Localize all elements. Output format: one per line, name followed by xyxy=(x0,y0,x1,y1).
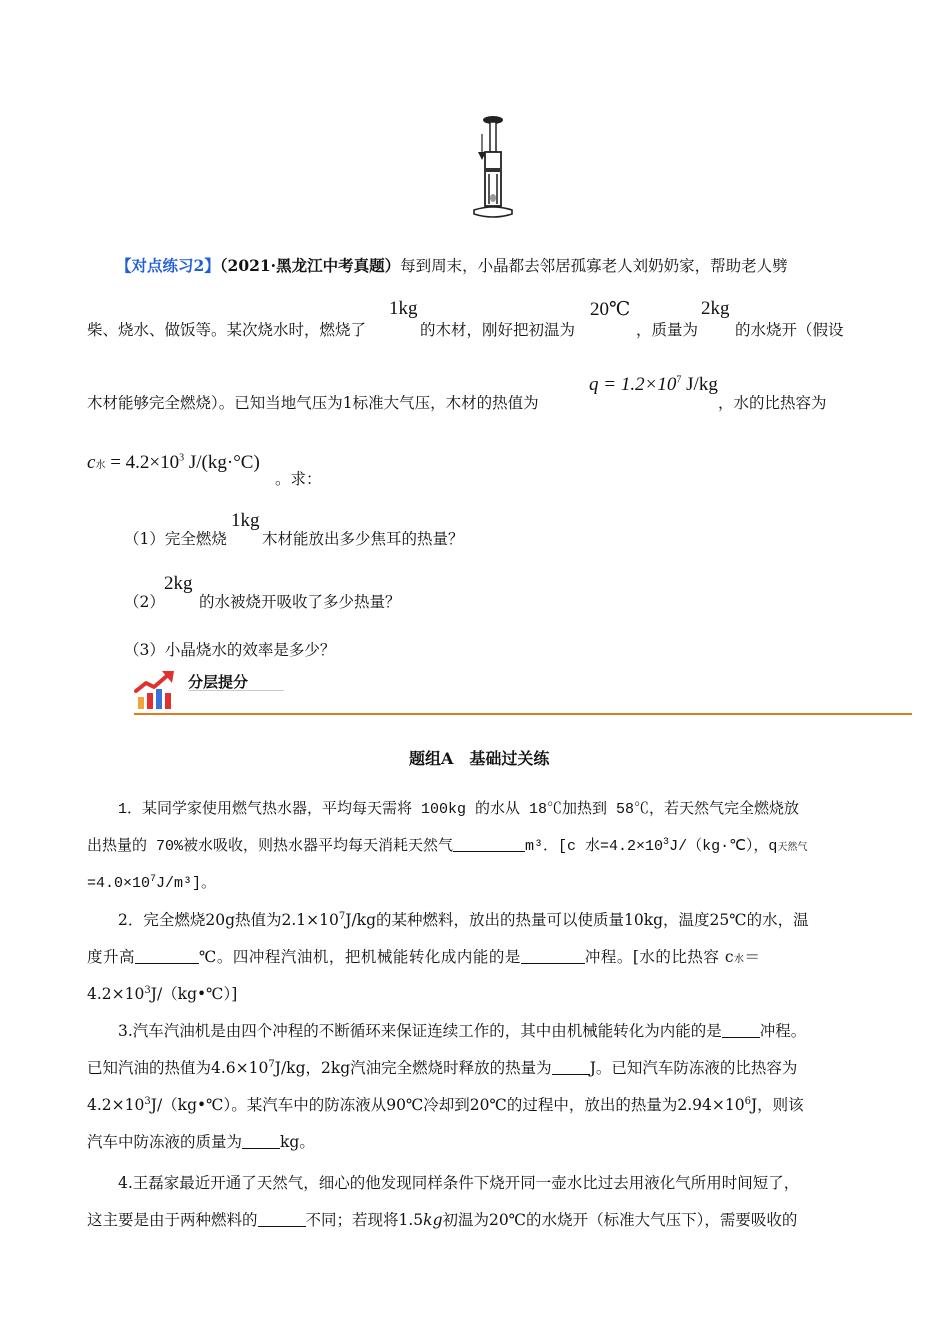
blank[interactable] xyxy=(552,1060,590,1075)
chart-up-icon xyxy=(134,669,178,711)
exercise-line-1: 【对点练习2】（2021·黑龙江中考真题）每到周末，小晶都去邻居孤寡老人刘奶奶家，帮助老人劈 xyxy=(116,256,788,275)
problem-4-line-1: 4.王磊家最近开通了天然气，细心的他发现同样条件下烧开同一壶水比过去用液化气所用时间短了， xyxy=(118,1174,800,1192)
problem-1-line-1: 1．某同学家使用燃气热水器，平均每天需将 100kg 的水从 18℃加热到 58℃，若天然气完全燃烧放 xyxy=(118,801,800,818)
section-label: 分层提分 xyxy=(188,673,249,691)
exercise-line-3b: ，水的比热容为 xyxy=(718,394,827,412)
apparatus-figure xyxy=(468,112,518,220)
problem-2-line-3: $4.2\times 10^3J/(kg•℃)$] xyxy=(87,984,238,1003)
question-2b: 的水被烧开吸收了多少热量？ xyxy=(199,593,401,611)
section-divider xyxy=(134,713,912,715)
blank[interactable] xyxy=(722,1023,760,1038)
question-1: （1）完全燃烧 xyxy=(124,530,227,548)
blank[interactable] xyxy=(453,837,525,852)
problem-1-line-3: $=4.0\times 10^7J/m^3$]。 xyxy=(87,874,217,892)
problem-4-line-2: 这主要是由于两种燃料的 不同；若现将1.5kg初温为20℃的水烧开（标准大气压下），需要吸收的 xyxy=(87,1211,798,1229)
exercise-line-4b: 。求： xyxy=(275,470,322,488)
exercise-line-2d: 的水烧开（假设 xyxy=(735,321,844,339)
blank[interactable] xyxy=(135,949,199,964)
formula-1kg: 1kg xyxy=(389,298,418,319)
exercise-line-2: 柴、烧水、做饭等。某次烧水时，燃烧了 xyxy=(87,321,367,339)
exercise-line-2b: 的木材，刚好把初温为 xyxy=(420,321,576,339)
problem-3-line-3: $4.2\times 10^3J/(kg•℃)$。某汽车中的防冻液从90℃冷却到20℃的过程中，放出的热量为$2.94\times 10^6J$，则该 xyxy=(87,1095,804,1114)
blank[interactable] xyxy=(242,1134,280,1149)
question-2: （2） xyxy=(124,593,165,611)
formula-20c: 20℃ xyxy=(590,299,631,320)
exercise-line-3: 木材能够完全燃烧）。已知当地气压为1标准大气压，木材的热值为 xyxy=(87,394,539,412)
exercise-source: （2021·黑龙江中考真题） xyxy=(219,256,401,275)
blank[interactable] xyxy=(521,949,585,964)
formula-q: $q = 1.2\times 10^7$ J/kg xyxy=(589,374,718,395)
group-title: 题组A 基础过关练 xyxy=(409,749,550,768)
section-label-underline xyxy=(188,690,284,691)
blank[interactable] xyxy=(258,1212,306,1227)
problem-3-line-2: 已知汽油的热值为$4.6\times 10^7J/kg$，2kg汽油完全燃烧时释放的热量为 J。已知汽车防冻液的比热容为 xyxy=(87,1058,798,1077)
problem-1-line-2: 出热量的 70%被水吸收，则热水器平均每天消耗天然气 m³．[c 水$=4.2\times 10^3J/(kg\cdot℃)$，q天然气 xyxy=(87,837,808,855)
question-3: （3）小晶烧水的效率是多少？ xyxy=(124,641,336,659)
formula-c: c水 = $4.2\times 10^3$ J/(kg·°C) xyxy=(87,452,260,473)
formula-2kg: 2kg xyxy=(701,298,730,319)
formula-1kg-q1: 1kg xyxy=(231,510,260,531)
exercise-tag: 【对点练习2】 xyxy=(116,256,220,275)
problem-3-line-4: 汽车中防冻液的质量为 kg。 xyxy=(87,1133,315,1151)
problem-3-line-1: 3.汽车汽油机是由四个冲程的不断循环来保证连续工作的，其中由机械能转化为内能的是 冲程。 xyxy=(118,1022,807,1040)
problem-2-line-2: 度升高 ℃。四冲程汽油机，把机械能转化成内能的是 冲程。[水的比热容 c水＝ xyxy=(87,948,761,966)
formula-2kg-q2: 2kg xyxy=(164,573,193,594)
question-1b: 木材能放出多少焦耳的热量？ xyxy=(262,530,464,548)
problem-2-line-1: 2．完全燃烧20g热值为$2.1\times 10^7J/kg$的某种燃料，放出的热量可以使质量10kg，温度25℃的水，温 xyxy=(118,910,809,929)
exercise-line-2c: ，质量为 xyxy=(636,321,699,339)
